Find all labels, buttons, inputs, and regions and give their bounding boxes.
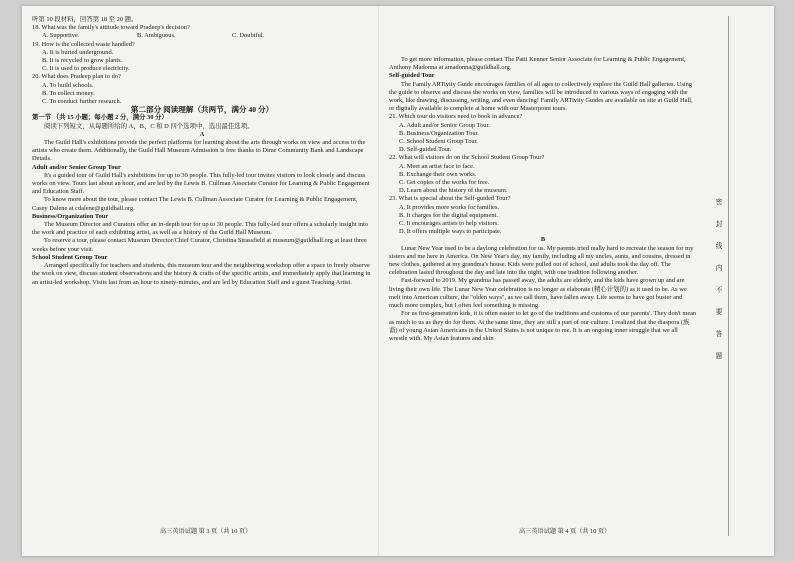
seal-char: 要 bbox=[715, 309, 723, 316]
question-22: 22. What will visitors do on the School Student Group Tour? bbox=[389, 154, 545, 162]
seal-line bbox=[728, 16, 729, 536]
subheading: Business/Organization Tour bbox=[32, 212, 109, 220]
exam-page bbox=[22, 6, 774, 556]
option: D. Learn about the history of the museum. bbox=[399, 187, 508, 195]
paragraph: For us first-generation kids, it is often easier to let go of the traditions and customs of our parents'. They don't mean as much to us as they do for them. At the same time, they are still a part of our culture. I realized that the diaspora (族裔) of young Asian Americans in the United States is not unique to me. It is an ongoing inner struggle that we all wrestle with. My Asian features and skin bbox=[389, 310, 697, 342]
page-fold bbox=[378, 6, 379, 556]
paragraph: Fast-forward to 2019. My grandma has passed away, the adults are elderly, and the kids have grown up and are living their own life. The Lunar New Year celebration is no longer as elaborate (精心计划的) as it used to be. As we melt into American culture, the "olden ways", as we call them, have fallen away. Life seems to have got busier and much more complex, but I often feel something is missing. bbox=[389, 277, 687, 310]
option: A. Supportive. bbox=[42, 32, 80, 40]
option: C. Doubtful. bbox=[232, 32, 265, 40]
paragraph: To get more information, please contact The Patti Kenner Senior Associate for Learning & Public Engagement, Anthony Madonna at amadonna@guildhall.org. bbox=[389, 56, 686, 72]
paragraph: It's a guided tour of Guild Hall's exhibitions for up to 30 people. This fully-led tour invites visitors to look closely and discuss works on view. Tours last about an hour, and are led by the Lewis B. Cullman Associate Curator for Learning & Public Engagement and Education Staff. bbox=[32, 171, 370, 196]
paragraph: To reserve a tour, please contact Museum Director/Chief Curator, Christina Strassfield at museum@guildhall.org at least three weeks before your visit. bbox=[32, 237, 367, 253]
seal-char: 密 bbox=[715, 199, 723, 206]
option: A. It provides more works for families. bbox=[399, 203, 500, 211]
instruction: 阅读下列短文，从每题所给的 A、B、C 和 D 四个选项中，选出最佳选项。 bbox=[44, 122, 254, 130]
page-footer-right: 高三英语试题 第 4 页（共 10 页） bbox=[519, 528, 611, 535]
seal-line-notice bbox=[712, 196, 726, 360]
passage-a-heading: A bbox=[199, 130, 205, 138]
seal-char: 线 bbox=[715, 243, 723, 250]
section-title: 第一节 （共 15 小题；每小题 2 分，满分 30 分） bbox=[32, 114, 168, 122]
right-column bbox=[389, 56, 697, 506]
question-20: 20. What does Pradeep plan to do? bbox=[32, 73, 121, 81]
passage-b-heading: B bbox=[540, 236, 546, 244]
option: C. Get copies of the works for free. bbox=[399, 179, 490, 187]
subheading: School Student Group Tour bbox=[32, 253, 108, 261]
option: D. It offers multiple ways to participate. bbox=[399, 228, 502, 236]
seal-char: 不 bbox=[715, 287, 723, 294]
option: B. To collect money. bbox=[42, 89, 95, 97]
subheading: Self-guided Tour bbox=[389, 72, 435, 80]
seal-char: 答 bbox=[715, 331, 723, 338]
option: D. Self-guided Tour. bbox=[399, 146, 452, 154]
option: C. To conduct further research. bbox=[42, 98, 122, 106]
option: A. It is buried underground. bbox=[42, 48, 114, 56]
option: B. It is recycled to grow plants. bbox=[42, 57, 123, 65]
option: C. It is used to produce electricity. bbox=[42, 65, 130, 73]
seal-char: 内 bbox=[715, 265, 723, 272]
paragraph: The Guild Hall's exhibitions provide the perfect platforms for learning about the arts through works on view and access to the artists who create them. Additionally, the Guild Hall Museum Admission is free thanks to Dime Community Bank and Landscape Details. bbox=[32, 139, 366, 163]
listening-intro: 听第 10 段材料，回答第 18 至 20 题。 bbox=[32, 16, 138, 23]
question-21: 21. Which tour do visitors need to book in advance? bbox=[389, 113, 523, 121]
question-19: 19. How is the collected waste handled? bbox=[32, 40, 135, 48]
option: B. Exchange their own works. bbox=[399, 170, 477, 178]
paragraph: Lunar New Year used to be a daylong celebration for us. My parents tried really hard to recreate the season for my sisters and me here in America. On New Year's day, my family, including all my uncles, aunts, and cousins, dressed in new clothes, gathered at my grandma's house. Kids were pulled out of school, and adults took the day off. The celebration lasted throughout the day and late into the night, with one tradition following another. bbox=[389, 244, 694, 277]
option: B. Ambiguous. bbox=[137, 32, 176, 40]
option: C. It encourages artists to help visitors. bbox=[399, 220, 499, 228]
paragraph: Arranged specifically for teachers and students, this museum tour and the neighboring workshop offer a space to freely observe the work on view, discuss student observations and the history & crafts of the specific artists, and immediately apply that learning in an artist-led workshop. Visits last from an hour to ninety-minutes, and are led by Education Staff and a guest Teaching Artist. bbox=[32, 262, 371, 286]
part-title: 第二部分 阅读理解（共两节，满分 40 分） bbox=[130, 105, 274, 115]
seal-char: 封 bbox=[715, 221, 723, 228]
option: B. It charges for the digital equipment. bbox=[399, 211, 498, 219]
paragraph: The Museum Director and Curators offer an in-depth tour for up to 30 people. This fully-led tour offers a scholarly insight into the work and practice of each exhibiting artist, as well as a history of the Guild Hall Museum. bbox=[32, 221, 369, 237]
page-footer-left: 高三英语试题 第 3 页（共 10 页） bbox=[160, 528, 252, 535]
question-18-options bbox=[32, 32, 372, 40]
option: A. Meet an artist face to face. bbox=[399, 162, 475, 170]
option: B. Business/Organization Tour. bbox=[399, 129, 479, 137]
option: A. Adult and/or Senior Group Tour. bbox=[399, 121, 490, 129]
question-23: 23. What is special about the Self-guided Tour? bbox=[389, 195, 511, 203]
question-18: 18. What was the family's attitude toward Pradeep's decision? bbox=[32, 24, 190, 32]
paragraph: The Family ARTivity Guide encourages families of all ages to collectively explore the Guild Hall galleries. Using the guide to observe and discuss the works on view, families will be introduced to various ways of engaging with the work, like drawing, discussing, writing, and even dancing! Family ARTivity Guides are available on site at Guild Hall, or digitally available to complete at home with our Masterpoint tours. bbox=[389, 80, 693, 113]
subheading: Adult and/or Senior Group Tour bbox=[32, 163, 121, 171]
paragraph: To know more about the tour, please contact The Lewis B. Cullman Associate Curator for Learning & Public Engagement, Casey Dalene at cdalene@guildhall.org. bbox=[32, 196, 358, 212]
option: A. To build schools. bbox=[42, 81, 94, 89]
option: C. School Student Group Tour. bbox=[399, 138, 478, 146]
left-column bbox=[32, 16, 372, 516]
seal-char: 题 bbox=[715, 353, 723, 360]
